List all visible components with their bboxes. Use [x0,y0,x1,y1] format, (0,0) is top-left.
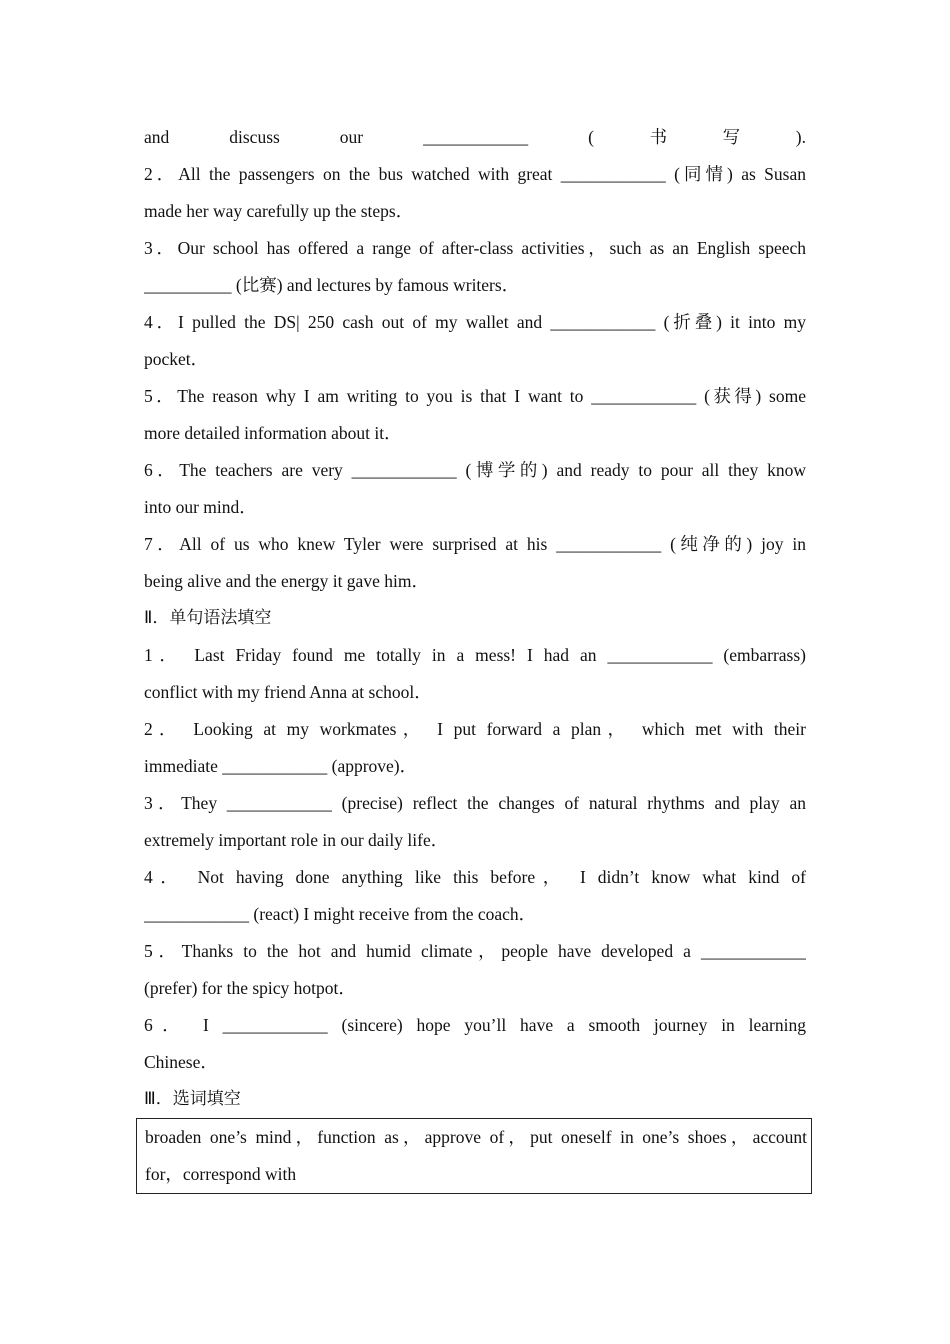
text-line: 5．Thanks to the hot and humid climate，people have developed a ____________ [144,941,806,961]
text-line: 1． Last Friday found me totally in a mess! I had an ____________ (embarrass) [144,645,806,665]
text-line: pocket． [144,349,209,369]
text-line: 4．I pulled the DS| 250 cash out of my wallet and ____________ (折叠) it into my [144,312,806,332]
text-line: 5．The reason why I am writing to you is that I want to ____________ (获得) some [144,386,806,406]
text-line: 2． Looking at my workmates， I put forward a plan， which met with their [144,719,806,739]
text-line: conflict with my friend Anna at school． [144,682,432,702]
text-line: Chinese． [144,1052,218,1072]
text-line: made her way carefully up the steps． [144,201,414,221]
text-line: and discuss our ____________ (书写). [144,127,806,147]
text-line: 6． I ____________ (sincere) hope you’ll have a smooth journey in learning [144,1015,806,1035]
text-line: __________ (比赛) and lectures by famous writers． [144,275,520,295]
text-line: extremely important role in our daily life． [144,830,449,850]
text-line: 3．They ____________ (precise) reflect the changes of natural rhythms and play an [144,793,806,813]
worksheet-content [144,119,806,1194]
text-line: (prefer) for the spicy hotpot． [144,978,356,998]
text-line: 4． Not having done anything like this before， I didn’t know what kind of [144,867,806,887]
text-line: more detailed information about it． [144,423,402,443]
text-line: ____________ (react) I might receive from the coach． [144,904,537,924]
text-line: 6．The teachers are very ____________ (博学的) and ready to pour all they know [144,460,806,480]
text-line: 3．Our school has offered a range of after-class activities，such as an English speech [144,238,806,258]
section-heading: Ⅲ．选词填空 [144,1089,241,1109]
grammar-section [144,600,806,1081]
section-heading: Ⅱ．单句语法填空 [144,608,272,628]
word-bank-line: broaden one’s mind，function as，approve of，put oneself in one’s shoes，account [145,1127,807,1147]
word-bank-box [136,1118,812,1194]
text-line: into our mind． [144,497,257,517]
text-line: immediate ____________ (approve)． [144,756,418,776]
text-line: being alive and the energy it gave him． [144,571,429,591]
text-line: 2．All the passengers on the bus watched with great ____________ (同情) as Susan [144,164,806,184]
word-bank-line: for，correspond with [145,1164,297,1184]
word-choice-section [144,1081,806,1194]
vocabulary-section [144,119,806,600]
text-line: 7．All of us who knew Tyler were surprised at his ____________ (纯净的) joy in [144,534,806,554]
